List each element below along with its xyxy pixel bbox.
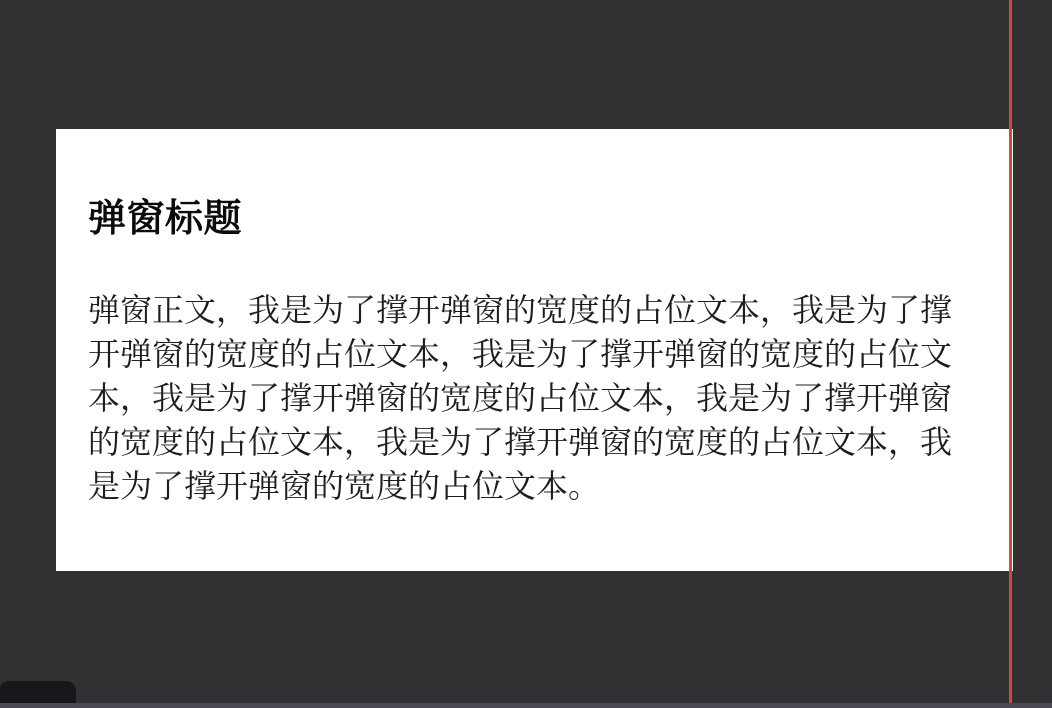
dialog-title: 弹窗标题 xyxy=(88,198,243,240)
popup-dialog xyxy=(56,129,1013,571)
bottom-bar xyxy=(0,703,1052,708)
dialog-body-text: 弹窗正文，我是为了撑开弹窗的宽度的占位文本，我是为了撑开弹窗的宽度的占位文本，我是为了撑开弹窗的宽度的占位文本，我是为了撑开弹窗的宽度的占位文本，我是为了撑开弹窗的宽度的占位文本，我是为了撑开弹窗的宽度的占位文本，我是为了撑开弹窗的宽度的占位文本。 xyxy=(88,292,953,504)
right-accent-line xyxy=(1009,0,1012,703)
